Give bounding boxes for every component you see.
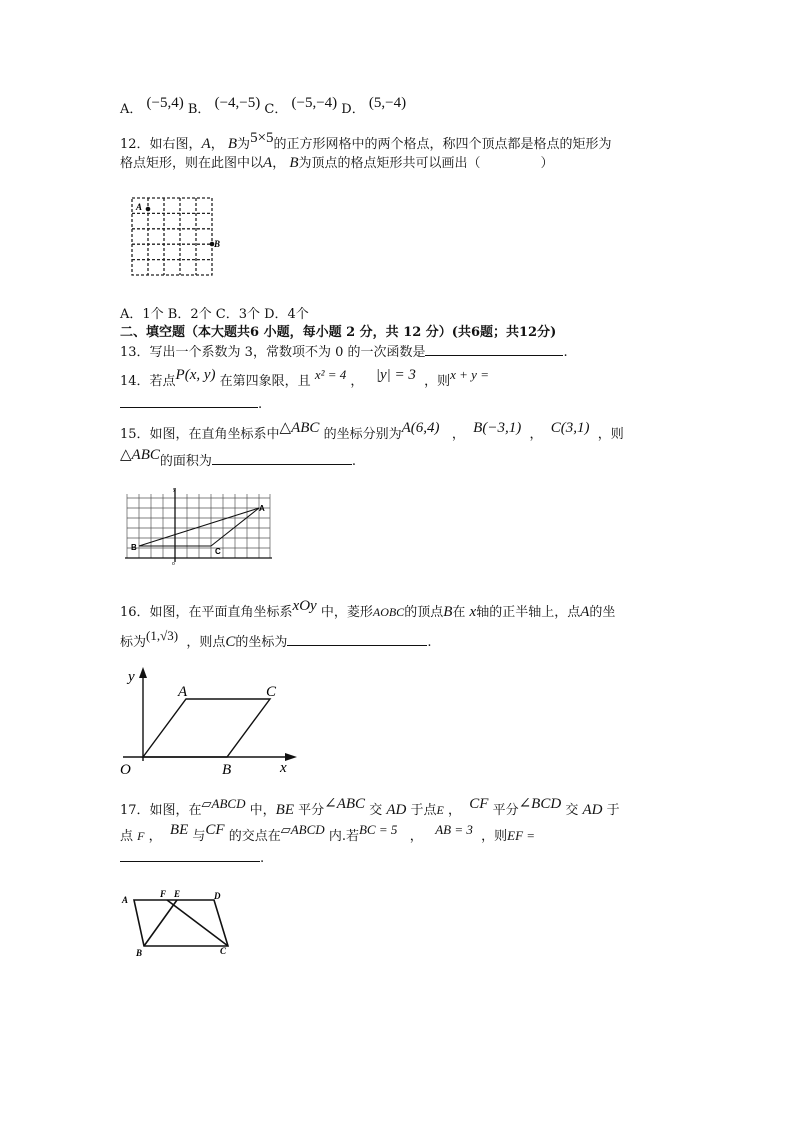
q17-point-e: E (436, 803, 444, 817)
q15-point-c: C(3,1) (550, 420, 590, 436)
q14-end: . (258, 397, 263, 412)
q16-line1 (120, 598, 616, 621)
q17-bc: BC = 5 (358, 822, 398, 837)
q15-sep1: ， (451, 427, 465, 442)
q16-line2-mid: ，则点 (186, 635, 226, 650)
q17-mid6: 交 (565, 803, 579, 818)
q14-answer-blank[interactable] (120, 395, 258, 408)
q15-mid: 的坐标分别为 (323, 427, 402, 442)
q17-mid2: 平分 (298, 803, 325, 818)
q17-line2-prefix: 点 (120, 829, 134, 844)
q15-fig-label-b: B (131, 543, 137, 552)
q17-be2: BE (169, 822, 189, 838)
q12-options: A．1个 B．2个 C．3个 D．4个 (120, 307, 309, 322)
q16-x: x (469, 604, 477, 620)
q17-mid4: 于点 (410, 803, 437, 818)
q16-point-a: A (580, 604, 590, 620)
q12-line2-suffix: 为顶点的格点矩形共可以画出（ (298, 156, 481, 171)
q15-point-a: A(6,4) (401, 420, 440, 436)
q17-parallelogram2: ▱ABCD (280, 822, 325, 837)
q17-ef: EF = (507, 828, 536, 843)
q16-rhombus-figure (118, 664, 302, 778)
q11-options (120, 95, 407, 118)
q17-answer-blank[interactable] (120, 849, 260, 862)
q16-mid5: 的坐 (589, 605, 616, 620)
q12-point-b: B (227, 136, 238, 152)
q16-system: xOy (292, 598, 317, 614)
q15-mid2: ，则 (597, 427, 624, 442)
q12-sep: ， (210, 137, 224, 152)
q16-point-b: B (443, 604, 453, 620)
q14-point: P(x, y) (175, 367, 216, 383)
q17-mid7: 于 (606, 803, 620, 818)
q12-grid-figure (126, 193, 221, 278)
q12-line2-prefix: 格点矩形，则在此图中以 (120, 156, 264, 171)
q17-mid1: 中， (249, 803, 276, 818)
q17-line3 (120, 849, 264, 867)
q17-fig-label-d: D (214, 891, 221, 901)
q17-angle-bcd: ∠BCD (518, 796, 562, 812)
q12-line2-sep: ， (272, 156, 286, 171)
q16-fig-label-b: B (222, 762, 232, 778)
q15-fig-label-a: A (259, 504, 265, 513)
q14-line1 (120, 367, 489, 390)
q17-angle-abc: ∠ABC (324, 796, 366, 812)
q15-fig-label-o: o (172, 561, 175, 566)
q15-coordinate-figure (122, 486, 272, 566)
q15-end: . (351, 454, 357, 469)
q17-fig-label-c: C (220, 946, 227, 956)
q14-sep: ， (350, 374, 364, 389)
q16-mid3: 在 (452, 605, 466, 620)
q14-line2 (120, 395, 262, 413)
q17-line2 (120, 822, 536, 845)
q11-option-c-label: C． (264, 102, 288, 117)
q17-point-f: F (137, 829, 145, 843)
q17-parallelogram: ▱ABCD (201, 796, 246, 811)
q17-ad2: AD (582, 802, 603, 818)
q17-fig-label-a: A (122, 895, 129, 905)
q15-prefix: 15．如图，在直角坐标系中 (120, 427, 280, 442)
q16-fig-label-c: C (266, 684, 277, 700)
q17-mid5: 平分 (492, 803, 519, 818)
q17-fig-label-e: E (174, 889, 181, 899)
q15-line2 (120, 447, 357, 470)
q16-line2-prefix: 标为 (120, 635, 147, 650)
q11-option-d-label: D． (341, 102, 365, 117)
q11-option-c-value: (−5,−4) (291, 95, 338, 111)
q17-cf2: CF (205, 822, 225, 838)
q12-fig-label-b: B (214, 239, 221, 249)
q15-point-b: B(−3,1) (473, 420, 522, 436)
q12-paren-close: ） (540, 156, 554, 171)
q16-fig-label-y: y (128, 669, 135, 685)
q17-ad: AD (386, 802, 407, 818)
q17-line1 (120, 796, 620, 819)
q17-sep3: ， (409, 829, 423, 844)
q14-eq1: x² = 4 (314, 367, 347, 382)
q16-fig-label-a: A (178, 684, 188, 700)
q14-mid2: ，则 (424, 374, 451, 389)
q16-fig-label-x: x (280, 760, 287, 776)
q16-mid4: 轴的正半轴上，点 (476, 605, 581, 620)
section2-title: 二、填空题（本大题共6 小题，每小题 2 分，共 12 分）(共6题；共12分) (120, 325, 557, 340)
q12-prefix: 12．如右图， (120, 137, 202, 152)
q16-coord: (1,√3) (146, 628, 179, 643)
q16-shape: AOBC (372, 605, 405, 619)
q17-be: BE (275, 802, 294, 818)
q16-mid: 中，菱形 (320, 605, 373, 620)
q16-point-c: C (225, 634, 236, 650)
q12-line2-point-b: B (289, 155, 299, 171)
q17-line2-mid: 的交点在 (228, 829, 281, 844)
q12-line1 (120, 130, 612, 153)
q11-option-b-label: B． (187, 102, 211, 117)
q11-option-d-value: (5,−4) (368, 95, 407, 111)
q15-line2-triangle: △ABC (120, 447, 160, 463)
q16-mid2: 的顶点 (404, 605, 444, 620)
q17-mid3: 交 (369, 803, 383, 818)
q15-triangle: △ABC (279, 420, 320, 436)
q12-mid: 为 (237, 137, 251, 152)
q13-end: . (563, 345, 568, 360)
q16-line2-suffix: 的坐标为 (235, 635, 288, 650)
q17-end: . (260, 851, 265, 866)
q12-suffix: 的正方形网格中的两个格点，称四个顶点都是格点的矩形为 (273, 137, 612, 152)
q15-sep2: ， (529, 427, 543, 442)
q13-answer-blank[interactable] (425, 343, 563, 356)
q15-line2-text: 的面积为 (159, 454, 212, 469)
q17-fig-label-f: F (160, 889, 167, 899)
q16-answer-blank[interactable] (287, 633, 427, 646)
q15-fig-label-c: C (215, 547, 221, 556)
q14-eq3: x + y = (450, 367, 489, 382)
q16-end: . (427, 635, 432, 650)
q13-text: 13．写出一个系数为 3，常数项不为 0 的一次函数是 (120, 345, 426, 360)
q14-mid1: 在第四象限，且 (219, 374, 311, 389)
q12-fig-label-a: A (136, 202, 143, 212)
q11-option-b-value: (−4,−5) (214, 95, 261, 111)
q14-prefix: 14．若点 (120, 374, 176, 389)
q12-line2 (120, 155, 554, 172)
q12-grid-size: 5×5 (250, 130, 274, 146)
q17-prefix: 17．如图，在 (120, 803, 202, 818)
q17-sep2: ， (148, 829, 162, 844)
q17-yu: 与 (192, 829, 206, 844)
q17-ab: AB = 3 (435, 822, 473, 837)
q17-line2-mid3: ，则 (481, 829, 508, 844)
q11-option-a-value: (−5,4) (146, 95, 184, 111)
q16-prefix: 16．如图，在平面直角坐标系 (120, 605, 293, 620)
q17-sep1: ， (447, 803, 461, 818)
q16-fig-label-o: O (120, 762, 131, 778)
q12-line2-point-a: A (263, 155, 273, 171)
q12-point-a: A (201, 136, 211, 152)
q17-cf: CF (469, 796, 489, 812)
q15-line1 (120, 420, 624, 443)
q17-fig-label-b: B (136, 948, 143, 958)
q11-option-a-label: A． (120, 102, 143, 117)
q17-line2-mid2: 内.若 (328, 829, 359, 844)
q16-line2 (120, 628, 432, 651)
q14-eq2: |y| = 3 (375, 367, 416, 383)
q15-fig-label-y: y (173, 487, 176, 493)
q15-answer-blank[interactable] (212, 452, 352, 465)
q13-line (120, 343, 568, 361)
q17-parallelogram-figure (118, 886, 234, 958)
